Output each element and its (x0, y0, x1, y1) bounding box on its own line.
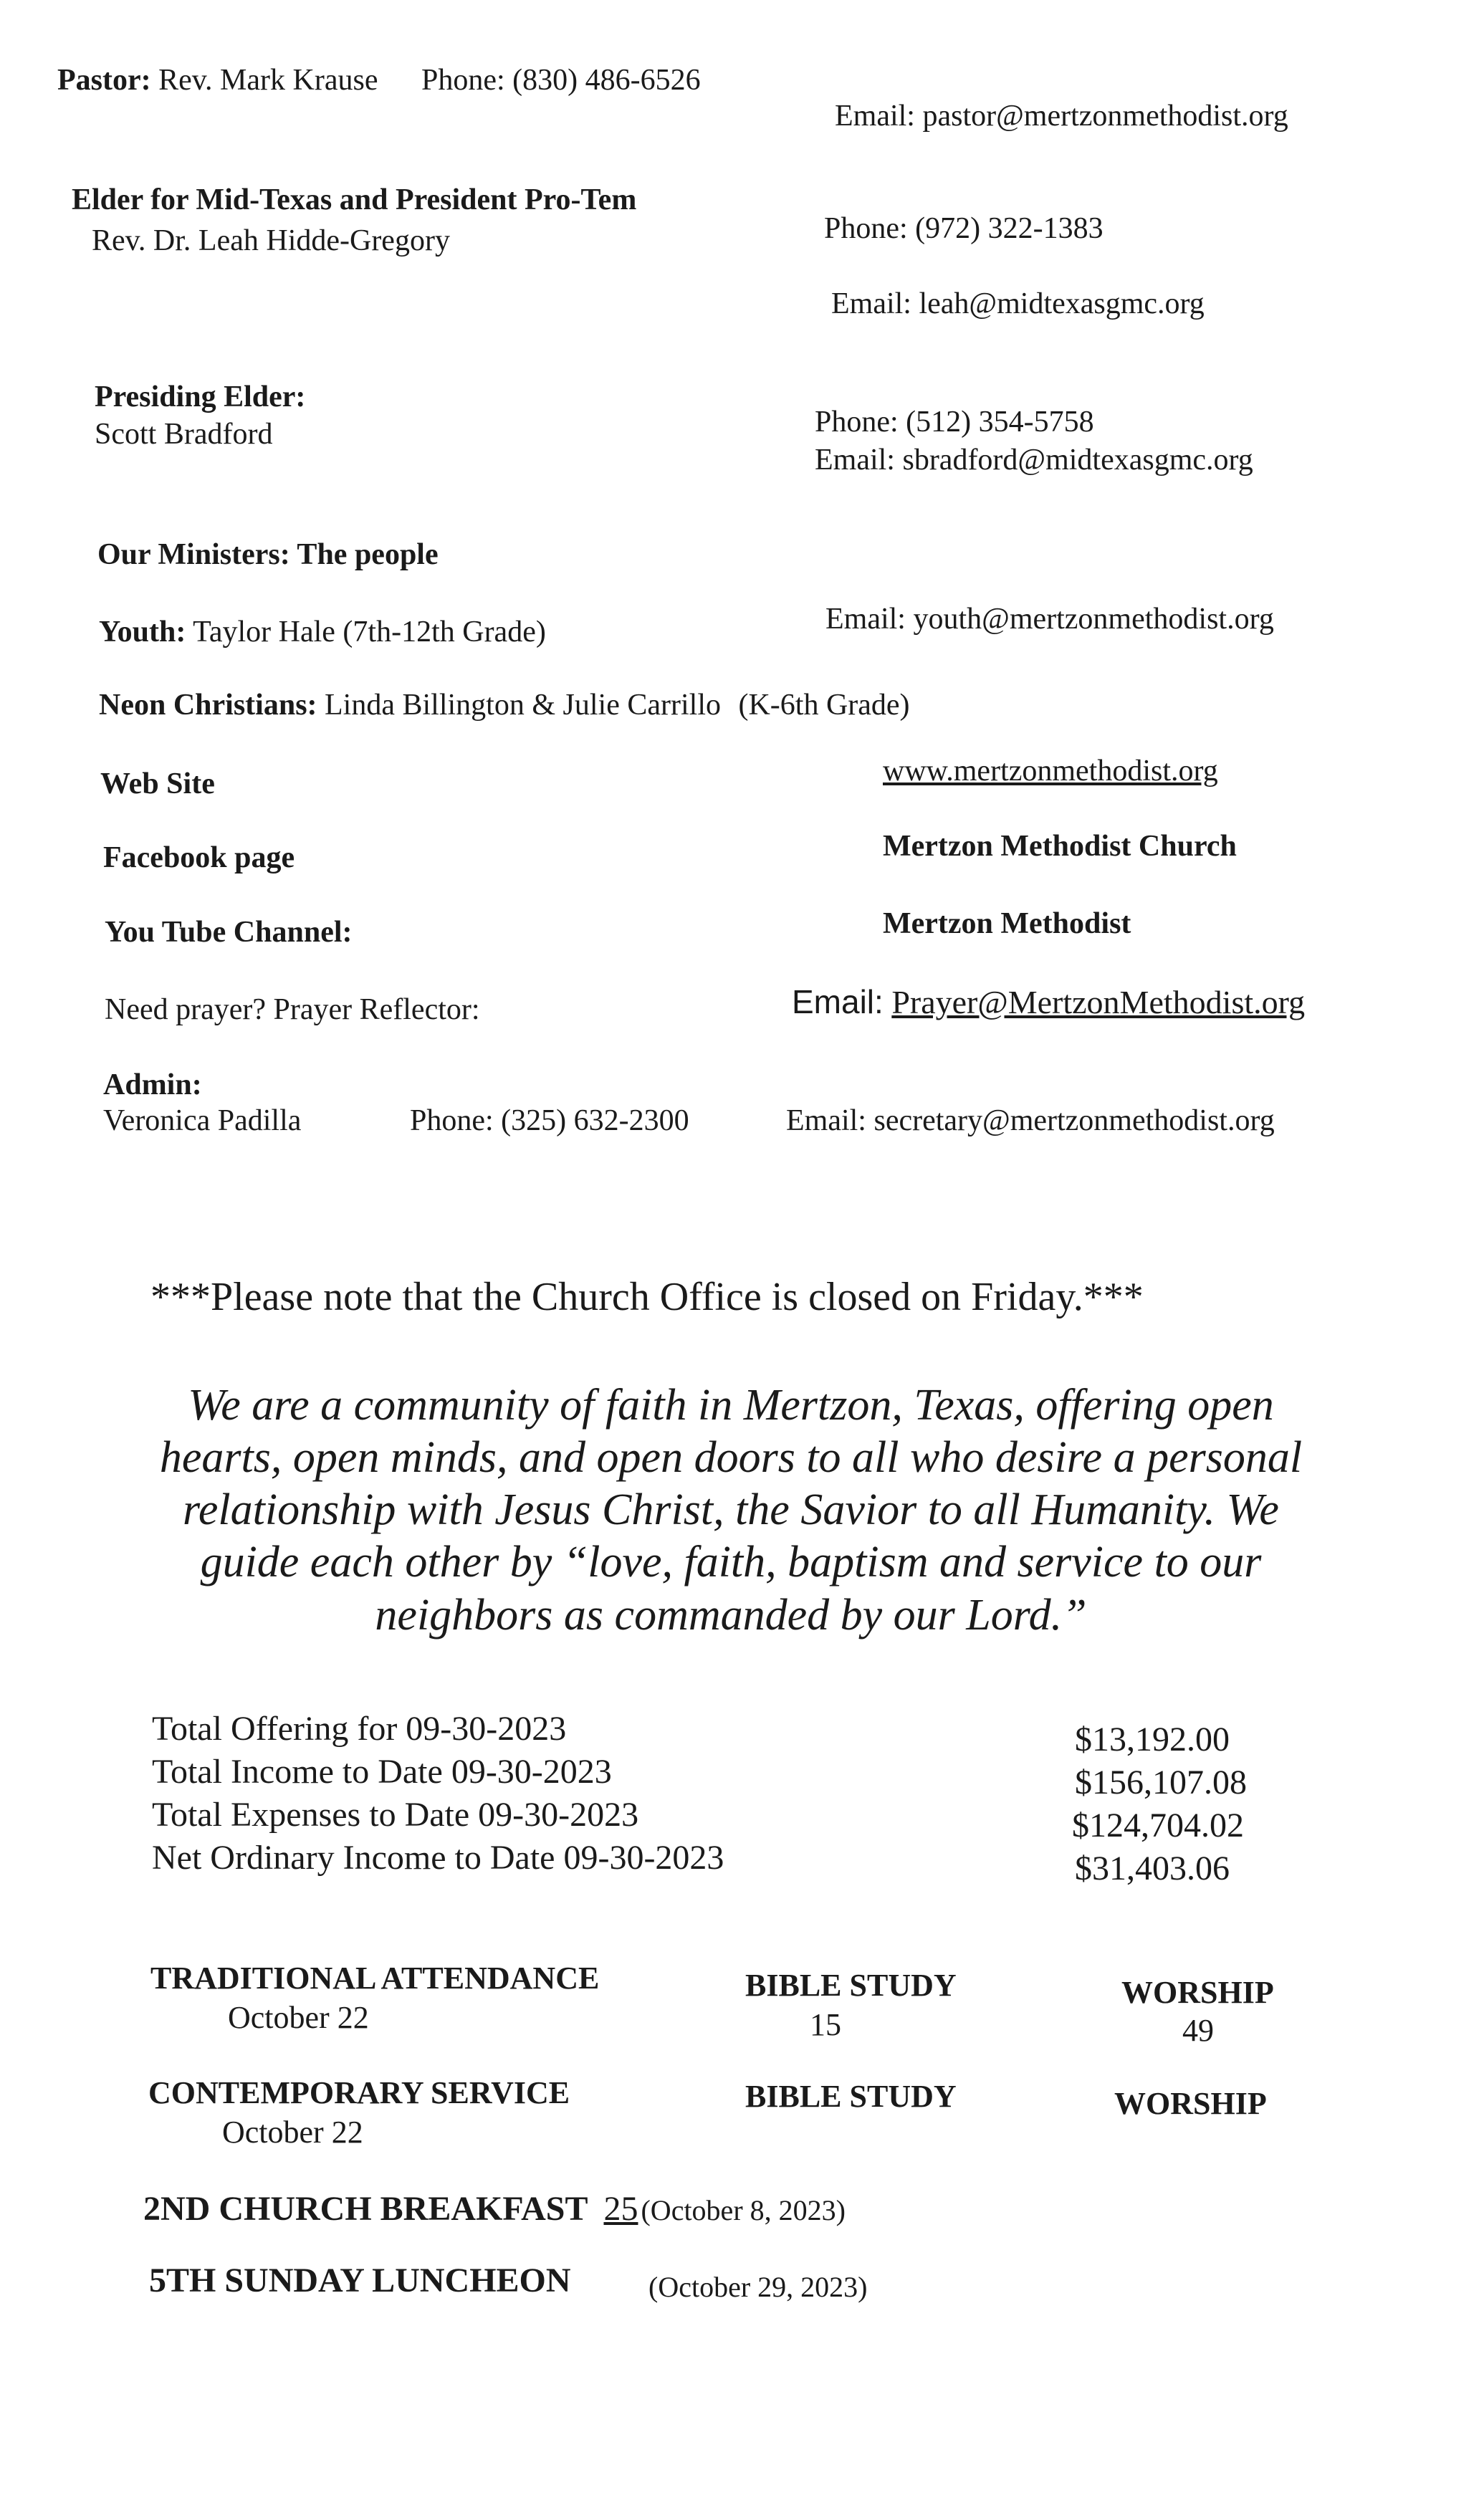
traditional-bible-value: 15 (810, 2007, 841, 2042)
youtube-value: Mertzon Methodist (883, 907, 1131, 940)
traditional-label: TRADITIONAL ATTENDANCE (150, 1961, 600, 1996)
contemporary-bible-label: BIBLE STUDY (745, 2079, 957, 2114)
admin-name: Veronica Padilla (103, 1104, 302, 1137)
website-link[interactable]: www.mertzonmethodist.org (883, 755, 1218, 788)
neon-value: Linda Billington & Julie Carrillo (325, 689, 721, 722)
elder-phone: Phone: (972) 322-1383 (824, 212, 1104, 245)
prayer-email-line (792, 983, 1305, 1022)
ministers-line: Our Ministers: The people (97, 538, 439, 571)
traditional-bible-label: BIBLE STUDY (745, 1968, 957, 2003)
office-closed-notice: ***Please note that the Church Office is closed on Friday.*** (150, 1275, 1144, 1319)
breakfast-date: (October 8, 2023) (641, 2194, 846, 2226)
presiding-elder-email: Email: sbradford@midtexasgmc.org (815, 444, 1253, 477)
admin-email: Email: secretary@mertzonmethodist.org (786, 1104, 1275, 1137)
finance-label-expenses: Total Expenses to Date 09-30-2023 (152, 1796, 639, 1834)
facebook-label: Facebook page (103, 841, 295, 874)
pastor-name: Rev. Mark Krause (158, 64, 378, 97)
youtube-label: You Tube Channel: (105, 916, 353, 949)
finance-value-offering: $13,192.00 (1075, 1720, 1230, 1758)
breakfast-label: 2ND CHURCH BREAKFAST (143, 2190, 588, 2228)
breakfast-line (143, 2189, 846, 2229)
elder-name: Rev. Dr. Leah Hidde-Gregory (92, 224, 450, 257)
contemporary-date: October 22 (222, 2115, 363, 2150)
traditional-date: October 22 (228, 2000, 369, 2035)
finance-value-income: $156,107.08 (1075, 1763, 1247, 1801)
presiding-elder-name: Scott Bradford (95, 418, 273, 451)
facebook-value: Mertzon Methodist Church (883, 830, 1237, 863)
youth-line (99, 615, 546, 649)
presiding-elder-phone: Phone: (512) 354-5758 (815, 406, 1094, 439)
pastor-phone: Phone: (830) 486-6526 (421, 64, 701, 97)
pastor-email: Email: pastor@mertzonmethodist.org (835, 100, 1288, 133)
admin-phone: Phone: (325) 632-2300 (410, 1104, 689, 1137)
prayer-label: Need prayer? Prayer Reflector: (105, 993, 480, 1026)
luncheon-date: (October 29, 2023) (648, 2271, 868, 2303)
prayer-email-label: Email: (792, 983, 884, 1020)
pastor-line (57, 63, 701, 97)
prayer-email-link[interactable]: Prayer@MertzonMethodist.org (891, 984, 1306, 1020)
neon-label: Neon Christians: (99, 689, 317, 722)
luncheon-label: 5TH SUNDAY LUNCHEON (149, 2261, 571, 2299)
finance-label-income: Total Income to Date 09-30-2023 (152, 1753, 612, 1791)
finance-label-offering: Total Offering for 09-30-2023 (152, 1710, 567, 1748)
traditional-worship-label: WORSHIP (1121, 1975, 1274, 2010)
youth-label: Youth: (99, 616, 186, 648)
youth-value: Taylor Hale (7th-12th Grade) (193, 616, 546, 648)
traditional-worship-value: 49 (1182, 2013, 1214, 2048)
mission-statement: We are a community of faith in Mertzon, Texas, offering open hearts, open minds, and open doors to all who desire a personal relationship with Jesus Christ, the Savior to all Humanity. We guide each other by “love, faith, baptism and service to our neighbors as commanded by our Lord.” (159, 1381, 1303, 1640)
finance-label-net: Net Ordinary Income to Date 09-30-2023 (152, 1839, 724, 1877)
youth-email: Email: youth@mertzonmethodist.org (825, 603, 1274, 636)
elder-label: Elder for Mid-Texas and President Pro-Tem (72, 183, 637, 216)
finance-value-expenses: $124,704.02 (1072, 1806, 1244, 1844)
elder-email: Email: leah@midtexasgmc.org (831, 287, 1205, 320)
breakfast-count: 25 (603, 2190, 638, 2228)
pastor-label: Pastor: (57, 64, 151, 97)
neon-grades: (K-6th Grade) (738, 689, 910, 722)
presiding-elder-label: Presiding Elder: (95, 380, 306, 413)
contemporary-worship-label: WORSHIP (1114, 2086, 1267, 2121)
neon-line (99, 688, 910, 722)
admin-label: Admin: (103, 1068, 202, 1101)
contemporary-label: CONTEMPORARY SERVICE (148, 2075, 570, 2110)
finance-value-net: $31,403.06 (1075, 1849, 1230, 1887)
website-label: Web Site (100, 767, 215, 800)
